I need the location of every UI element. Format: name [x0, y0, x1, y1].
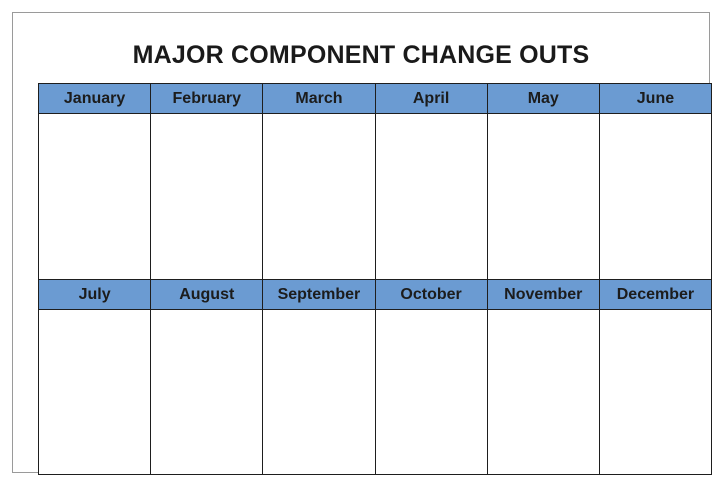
month-column-august: [151, 280, 263, 474]
month-header-december: December: [600, 280, 711, 310]
month-header-january: January: [39, 84, 150, 114]
month-cell-march: [263, 114, 374, 279]
month-column-june: [600, 84, 711, 279]
month-cell-june: [600, 114, 711, 279]
month-header-april: April: [376, 84, 487, 114]
month-column-october: [376, 280, 488, 474]
month-header-october: October: [376, 280, 487, 310]
month-column-february: [151, 84, 263, 279]
second-half-row: [39, 279, 711, 474]
month-cell-february: [151, 114, 262, 279]
month-cell-october: [376, 310, 487, 474]
month-header-november: November: [488, 280, 599, 310]
month-grid: [38, 83, 712, 475]
month-column-may: [488, 84, 600, 279]
month-cell-july: [39, 310, 150, 474]
board-title: MAJOR COMPONENT CHANGE OUTS: [132, 41, 590, 69]
month-header-june: June: [600, 84, 711, 114]
month-header-february: February: [151, 84, 262, 114]
month-cell-september: [263, 310, 374, 474]
month-header-september: September: [263, 280, 374, 310]
month-cell-april: [376, 114, 487, 279]
month-cell-august: [151, 310, 262, 474]
month-header-august: August: [151, 280, 262, 310]
month-column-november: [488, 280, 600, 474]
first-half-row: [39, 84, 711, 279]
month-column-january: [39, 84, 151, 279]
month-column-july: [39, 280, 151, 474]
planner-board: [12, 12, 710, 473]
month-header-may: May: [488, 84, 599, 114]
month-cell-december: [600, 310, 711, 474]
month-column-september: [263, 280, 375, 474]
month-column-april: [376, 84, 488, 279]
month-cell-january: [39, 114, 150, 279]
month-header-march: March: [263, 84, 374, 114]
month-cell-may: [488, 114, 599, 279]
month-header-july: July: [39, 280, 150, 310]
month-column-december: [600, 280, 711, 474]
month-column-march: [263, 84, 375, 279]
month-cell-november: [488, 310, 599, 474]
